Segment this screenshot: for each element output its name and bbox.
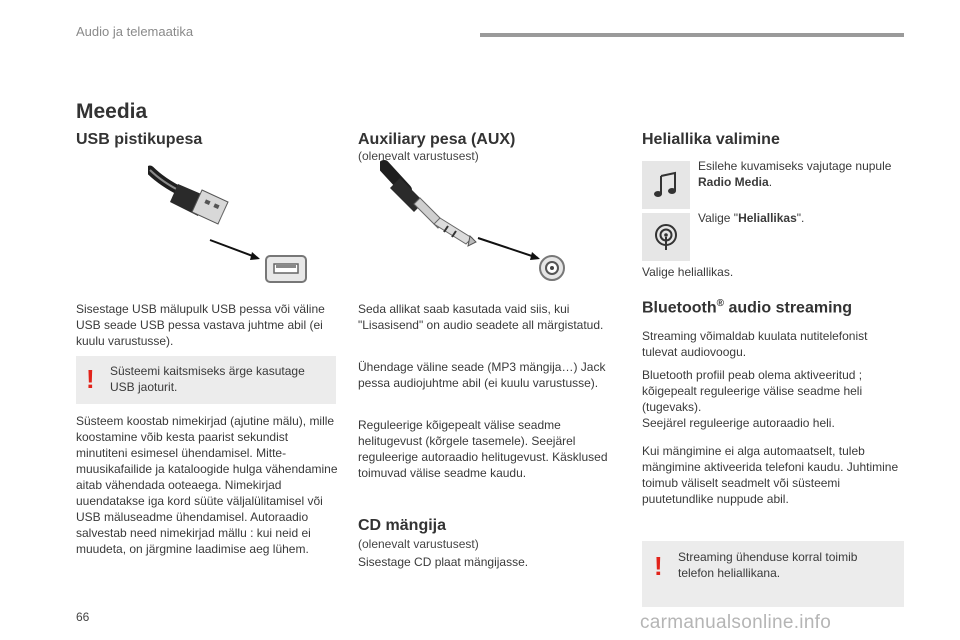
bluetooth-para1: Streaming võimaldab kuulata nutitelefonist tulevat audiovoogu. [642, 329, 868, 359]
cd-para: Sisestage CD plaat mängijasse. [358, 555, 529, 569]
bluetooth-para4: Kui mängimine ei alga automaatselt, tuleb mängimine aktiveerida telefoni kaudu. Juhtimine toimub väliselt seadmelt või süsteemi puutetundlike nuppude abil. [642, 444, 899, 506]
aux-para3: Reguleerige kõigepealt välise seadme helitugevust (kõrgele tasemele). Seejärel reguleerige autoraadio helitugevust. Käsklused toimuvad välise seadme kaudu. [358, 418, 608, 480]
source-step3: Valige heliallikas. [642, 265, 734, 279]
aux-subtitle: (olenevalt varustusest) [358, 149, 479, 163]
cd-title: CD mängija [358, 517, 447, 534]
warning-icon: ! [654, 551, 663, 581]
page-number: 66 [76, 610, 90, 624]
usb-note-text: Süsteemi kaitsmiseks ärge kasutage USB jaoturit. [110, 364, 305, 394]
header-title: Audio ja telemaatika [76, 24, 194, 39]
usb-plug-illustration [148, 160, 314, 288]
bluetooth-warning-note [642, 541, 904, 607]
header-bar [480, 33, 904, 37]
usb-warning-note [76, 356, 336, 404]
bluetooth-para3: Seejärel reguleerige autoraadio heli. [642, 416, 835, 430]
source-step2: Valige "Heliallikas". [698, 211, 805, 225]
bluetooth-title: Bluetooth® audio streaming [642, 298, 853, 317]
usb-title: USB pistikupesa [76, 131, 203, 148]
music-note-icon [642, 161, 690, 209]
cd-subtitle: (olenevalt varustusest) [358, 537, 479, 551]
usb-para2: Süsteem koostab nimekirjad (ajutine mälu), mille koostamine võib kesta paarist sekundist minutiteni esimesel ühendamisel. Mitte-muusikafailide ja kataloogide hulga vähendamine aitab vähendada ooteaega. Nimekirjad uuendatakse iga kord süüte väljalülitamisel või USB mäluseadme ühendamisel. Autoraadio salvestab need nimekirjad mällu : kui neid ei muudeta, on järgmine laadimise aeg lühem. [76, 414, 338, 556]
bluetooth-para2: Bluetooth profiil peab olema aktiveeritud ; kõigepealt reguleerige välise seadme heli (tugevaks). [642, 368, 863, 414]
aux-jack-illustration [380, 160, 570, 284]
aux-title: Auxiliary pesa (AUX) [358, 131, 516, 148]
bluetooth-note-text: Streaming ühenduse korral toimib telefon heliallikana. [678, 550, 858, 580]
source-title: Heliallika valimine [642, 131, 780, 148]
radio-media-icon [642, 213, 690, 261]
section-title: Meedia [76, 100, 148, 123]
aux-para1: Seda allikat saab kasutada vaid siis, kui "Lisasisend" on audio seadete all märgistatud. [358, 302, 604, 332]
watermark: carmanualsonline.info [640, 612, 832, 633]
usb-para1: Sisestage USB mälupulk USB pessa või väline USB seade USB pessa vastava juhtme abil (ei kuulu varustusse). [76, 302, 325, 348]
warning-icon: ! [86, 364, 95, 394]
source-step1: Esilehe kuvamiseks vajutage nupule Radio Media. [698, 159, 892, 189]
aux-para2: Ühendage väline seade (MP3 mängija…) Jack pessa audiojuhtme abil (ei kuulu varustusse). [358, 360, 606, 390]
